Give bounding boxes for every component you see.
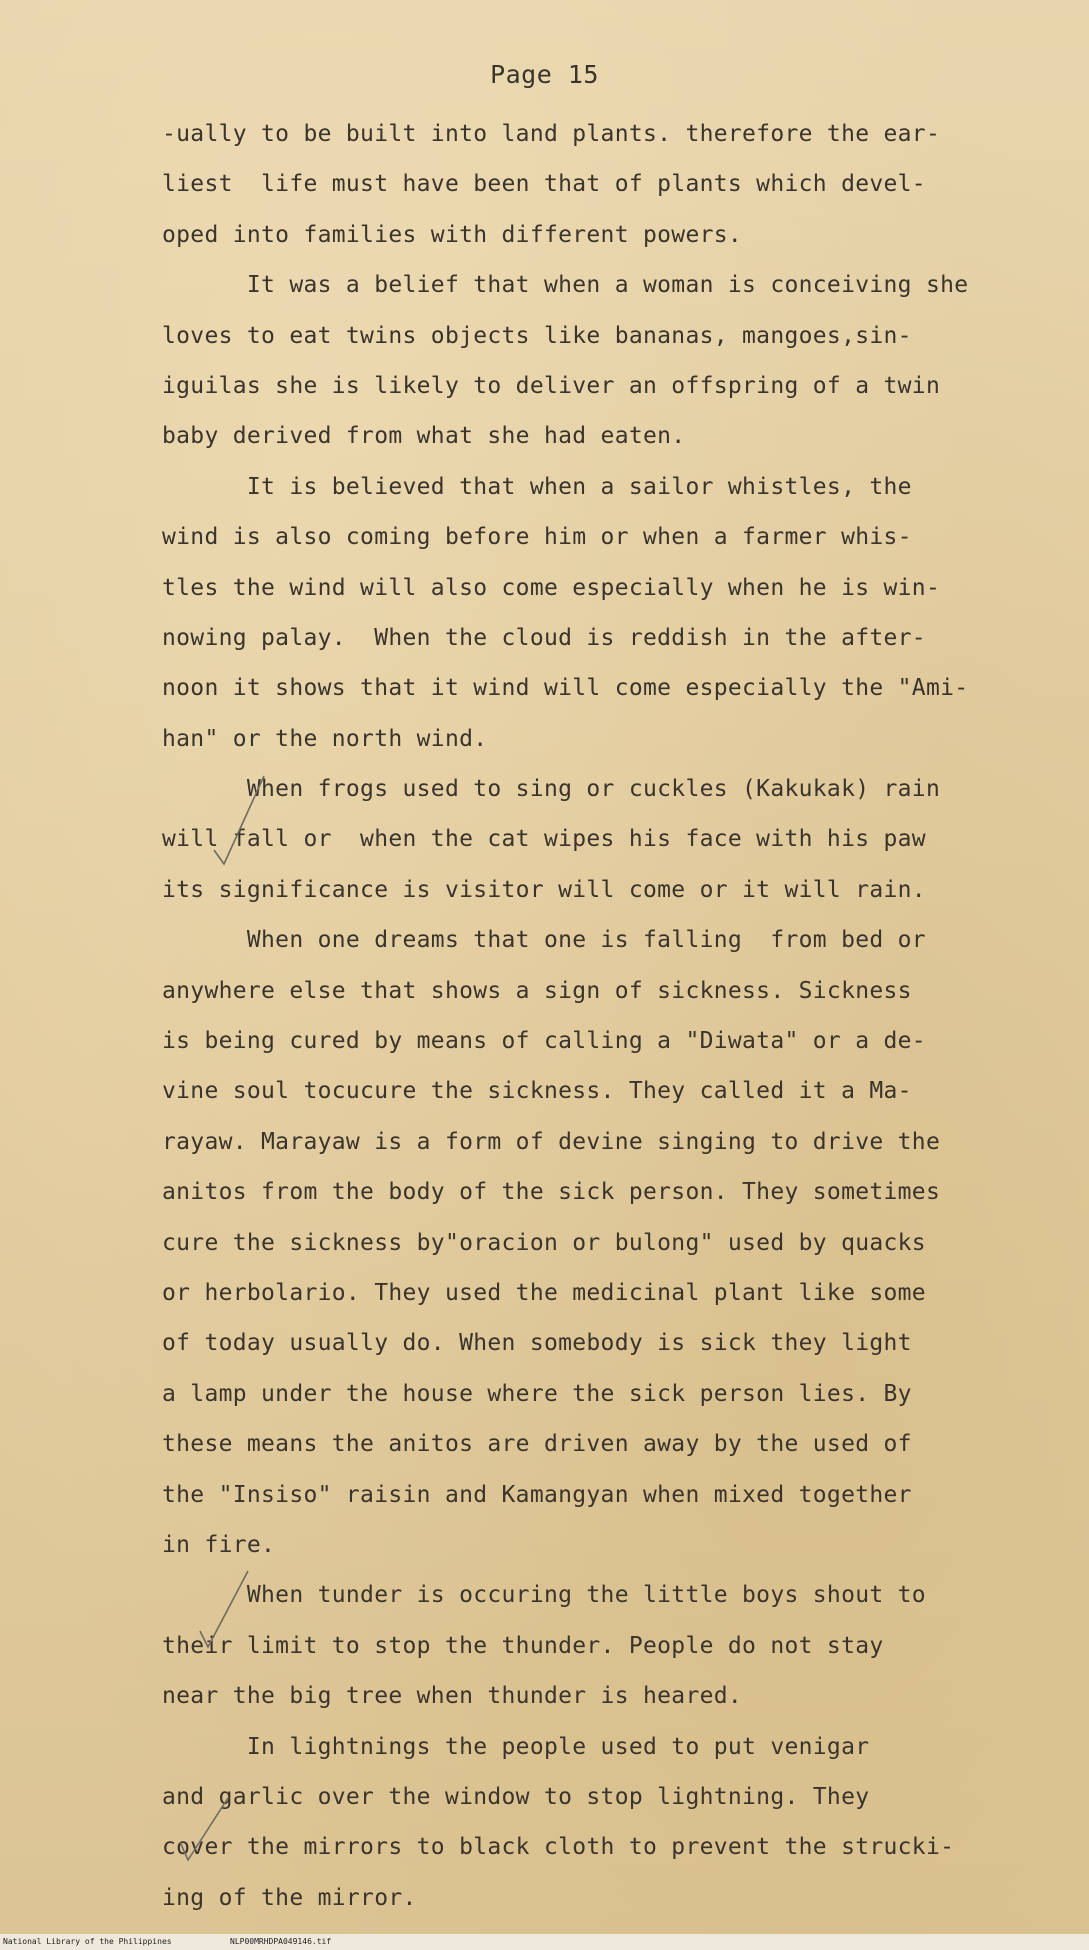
text-line: It is believed that when a sailor whistles, the <box>162 473 912 500</box>
footer-file-id: NLP00MRHDPA049146.tif <box>230 1937 332 1946</box>
text-line: tles the wind will also come especially when he is win- <box>162 574 941 601</box>
text-line: anitos from the body of the sick person. They sometimes <box>162 1179 941 1206</box>
text-line: of today usually do. When somebody is sick they light <box>162 1330 912 1357</box>
text-line: and garlic over the window to stop lightning. They <box>162 1783 870 1810</box>
text-line: baby derived from what she had eaten. <box>162 423 686 450</box>
text-line: will fall or when the cat wipes his face with his paw <box>162 826 926 853</box>
text-line: ing of the mirror. <box>162 1884 417 1911</box>
text-line: or herbolario. They used the medicinal plant like some <box>162 1279 926 1306</box>
text-line: vine soul tocucure the sickness. They called it a Ma- <box>162 1078 912 1105</box>
text-line: nowing palay. When the cloud is reddish in the after- <box>162 624 926 651</box>
text-line: their limit to stop the thunder. People do not stay <box>162 1632 884 1659</box>
text-line: In lightnings the people used to put venigar <box>162 1733 870 1760</box>
text-line: its significance is visitor will come or it will rain. <box>162 876 926 903</box>
text-line: han" or the north wind. <box>162 725 488 752</box>
text-line: a lamp under the house where the sick person lies. By <box>162 1380 912 1407</box>
text-line: wind is also coming before him or when a farmer whis- <box>162 524 912 551</box>
text-line: iguilas she is likely to deliver an offspring of a twin <box>162 372 941 399</box>
text-line: liest life must have been that of plants which devel- <box>162 171 926 198</box>
text-line: rayaw. Marayaw is a form of devine singing to drive the <box>162 1128 941 1155</box>
text-line: cure the sickness by"oracion or bulong" used by quacks <box>162 1229 926 1256</box>
text-line: near the big tree when thunder is heared. <box>162 1683 743 1710</box>
footer-library: National Library of the Philippines <box>3 1937 172 1946</box>
text-line: is being cured by means of calling a "Diwata" or a de- <box>162 1028 926 1055</box>
page-number: Page 15 <box>490 60 599 89</box>
text-line: cover the mirrors to black cloth to prevent the strucki- <box>162 1834 955 1861</box>
text-line: the "Insiso" raisin and Kamangyan when mixed together <box>162 1481 912 1508</box>
body-text <box>162 109 1042 1923</box>
text-line: When one dreams that one is falling from bed or <box>162 927 926 954</box>
text-line: in fire. <box>162 1531 276 1558</box>
text-line: loves to eat twins objects like bananas, mangoes,sin- <box>162 322 912 349</box>
text-line: When tunder is occuring the little boys shout to <box>162 1582 926 1609</box>
scan-footer <box>0 1934 1089 1950</box>
text-line: When frogs used to sing or cuckles (Kakukak) rain <box>162 776 941 803</box>
text-line: anywhere else that shows a sign of sickness. Sickness <box>162 977 912 1004</box>
text-line: noon it shows that it wind will come especially the "Ami- <box>162 675 969 702</box>
text-line: these means the anitos are driven away by the used of <box>162 1431 912 1458</box>
text-line: oped into families with different powers. <box>162 221 743 248</box>
text-line: It was a belief that when a woman is conceiving she <box>162 272 969 299</box>
text-line: -ually to be built into land plants. therefore the ear- <box>162 121 941 147</box>
